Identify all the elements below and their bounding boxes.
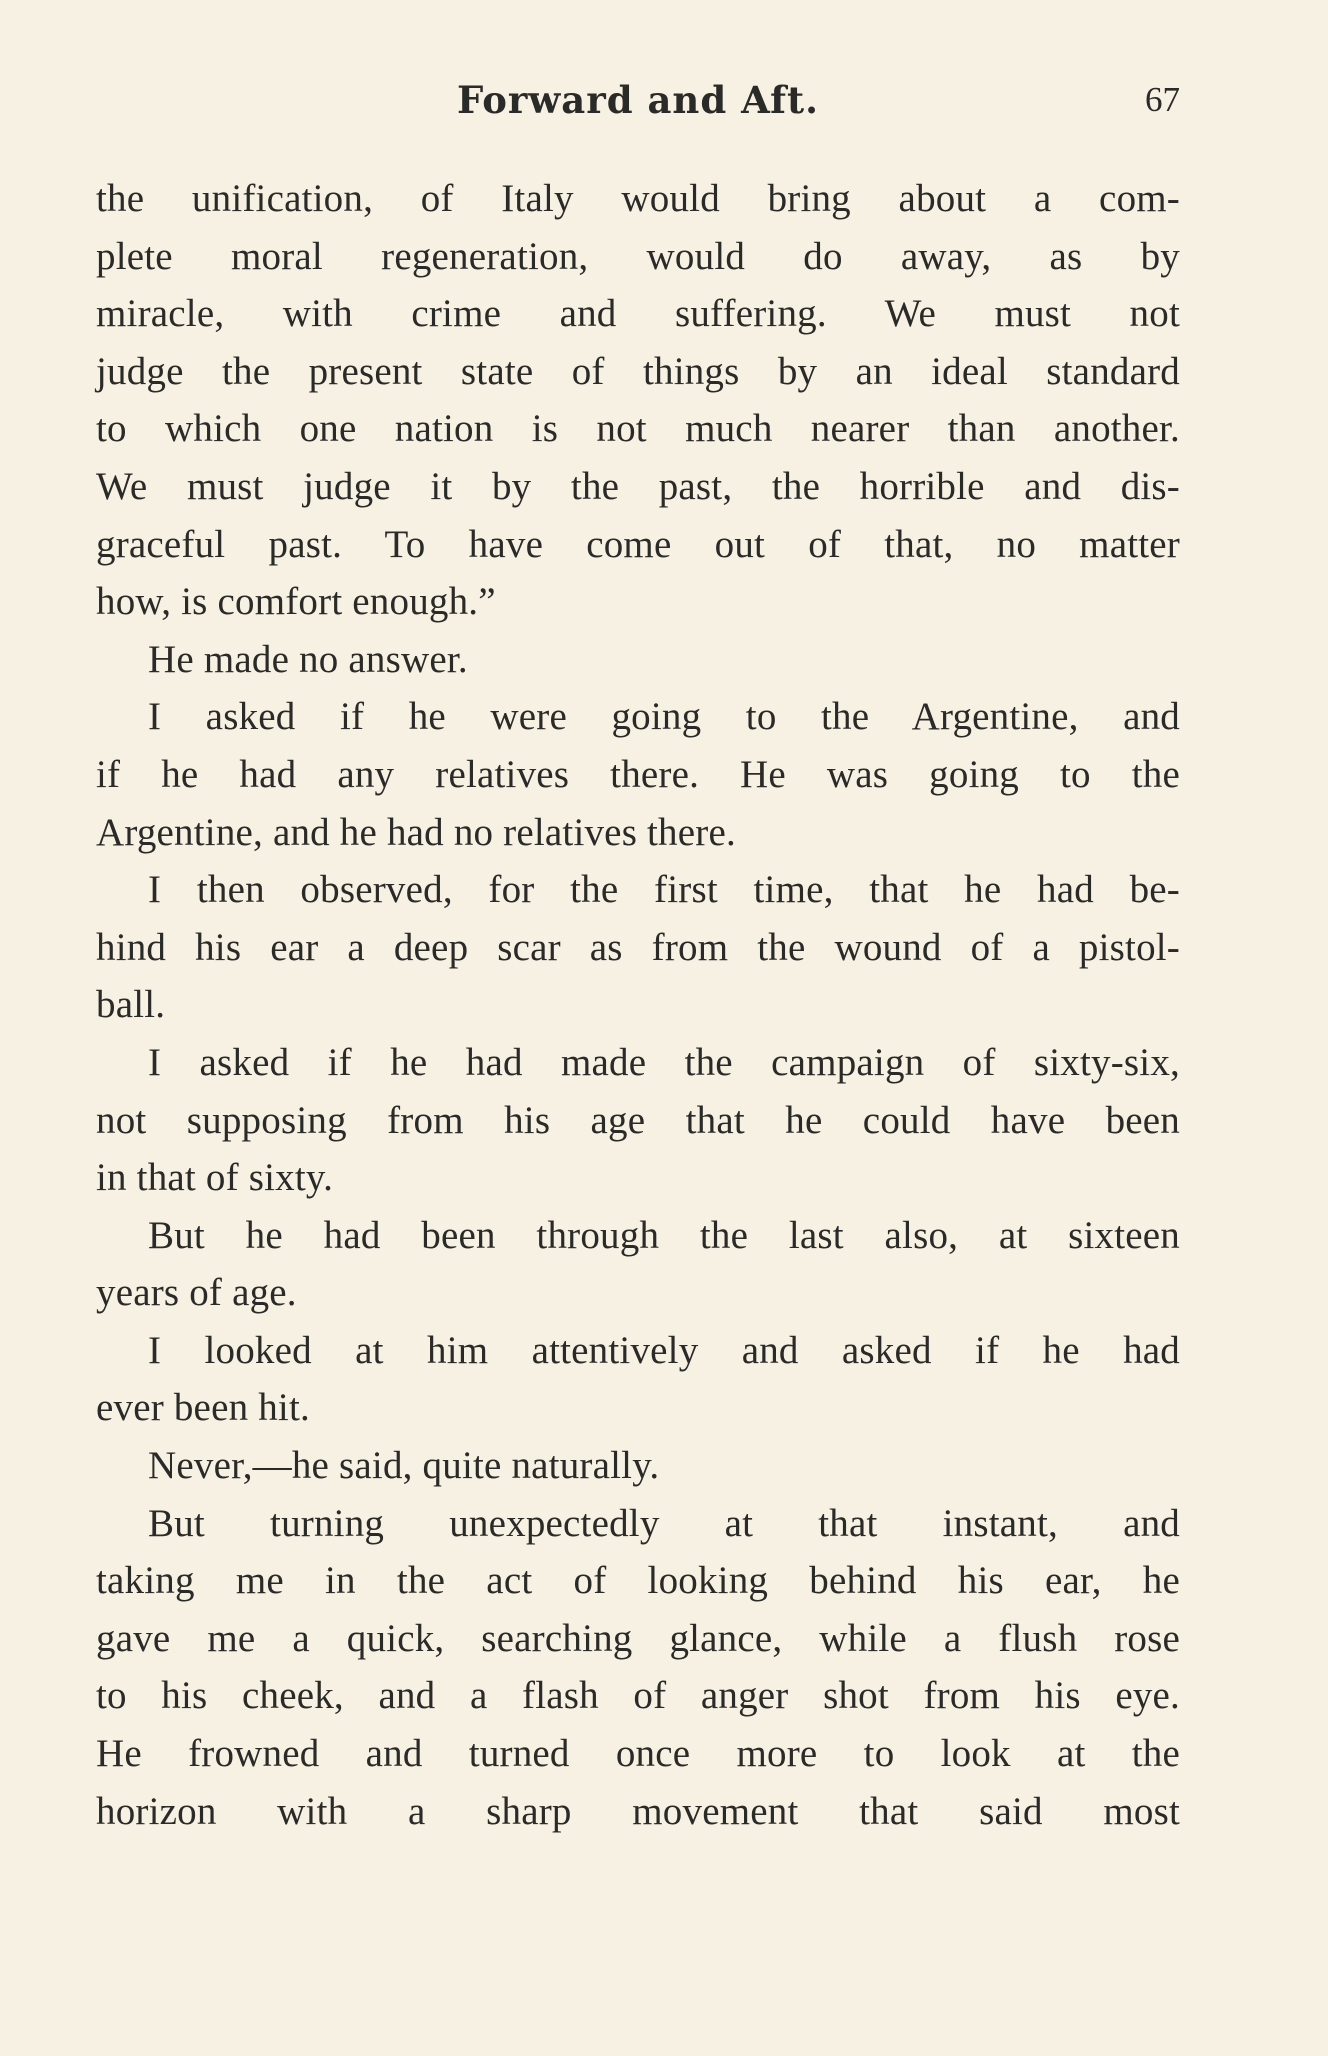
text-line: gave me a quick, searching glance, while a flush rose — [96, 1616, 1180, 1660]
text-line: to his cheek, and a flash of anger shot from his eye. — [96, 1674, 1180, 1718]
running-head — [96, 72, 1180, 132]
text-line: years of age. — [96, 1271, 297, 1315]
text-line: He frowned and turned once more to look at the — [96, 1732, 1180, 1776]
text-line: the unification, of Italy would bring about a com- — [96, 177, 1180, 220]
text-line: I then observed, for the first time, that he had be- — [148, 868, 1180, 912]
text-line: graceful past. To have come out of that, no matter — [96, 522, 1180, 566]
text-line: I looked at him attentively and asked if he had — [148, 1328, 1180, 1372]
text-line: He made no answer. — [148, 637, 468, 681]
page-number: 67 — [1145, 80, 1180, 119]
text-line: plete moral regeneration, would do away, as by — [96, 234, 1180, 278]
text-line: But turning unexpectedly at that instant, and — [148, 1501, 1180, 1545]
text-line: I asked if he had made the campaign of sixty-six, — [148, 1040, 1180, 1084]
text-line: hind his ear a deep scar as from the wound of a pistol- — [96, 925, 1180, 969]
text-line: judge the present state of things by an ideal standard — [96, 349, 1180, 393]
text-line: I asked if he were going to the Argentine, and — [148, 695, 1180, 739]
text-line: But he had been through the last also, at sixteen — [148, 1213, 1180, 1257]
text-line: to which one nation is not much nearer than another. — [96, 407, 1180, 451]
running-title: Forward and Aft. — [456, 78, 820, 122]
text-line: ball. — [96, 983, 166, 1027]
text-line: in that of sixty. — [96, 1156, 334, 1200]
text-line: taking me in the act of looking behind his ear, he — [96, 1559, 1180, 1603]
text-line: ever been hit. — [96, 1386, 310, 1430]
text-line: We must judge it by the past, the horrible and dis- — [96, 464, 1180, 508]
text-line: if he had any relatives there. He was going to the — [96, 752, 1180, 796]
text-line: not supposing from his age that he could have been — [96, 1098, 1180, 1142]
body-text — [96, 170, 1180, 1840]
text-line: how, is comfort enough.” — [96, 580, 496, 624]
text-line: Argentine, and he had no relatives there. — [96, 810, 736, 854]
text-line: horizon with a sharp movement that said most — [96, 1789, 1180, 1833]
text-line: miracle, with crime and suffering. We must not — [96, 292, 1180, 336]
text-line: Never,—he said, quite naturally. — [148, 1444, 660, 1488]
